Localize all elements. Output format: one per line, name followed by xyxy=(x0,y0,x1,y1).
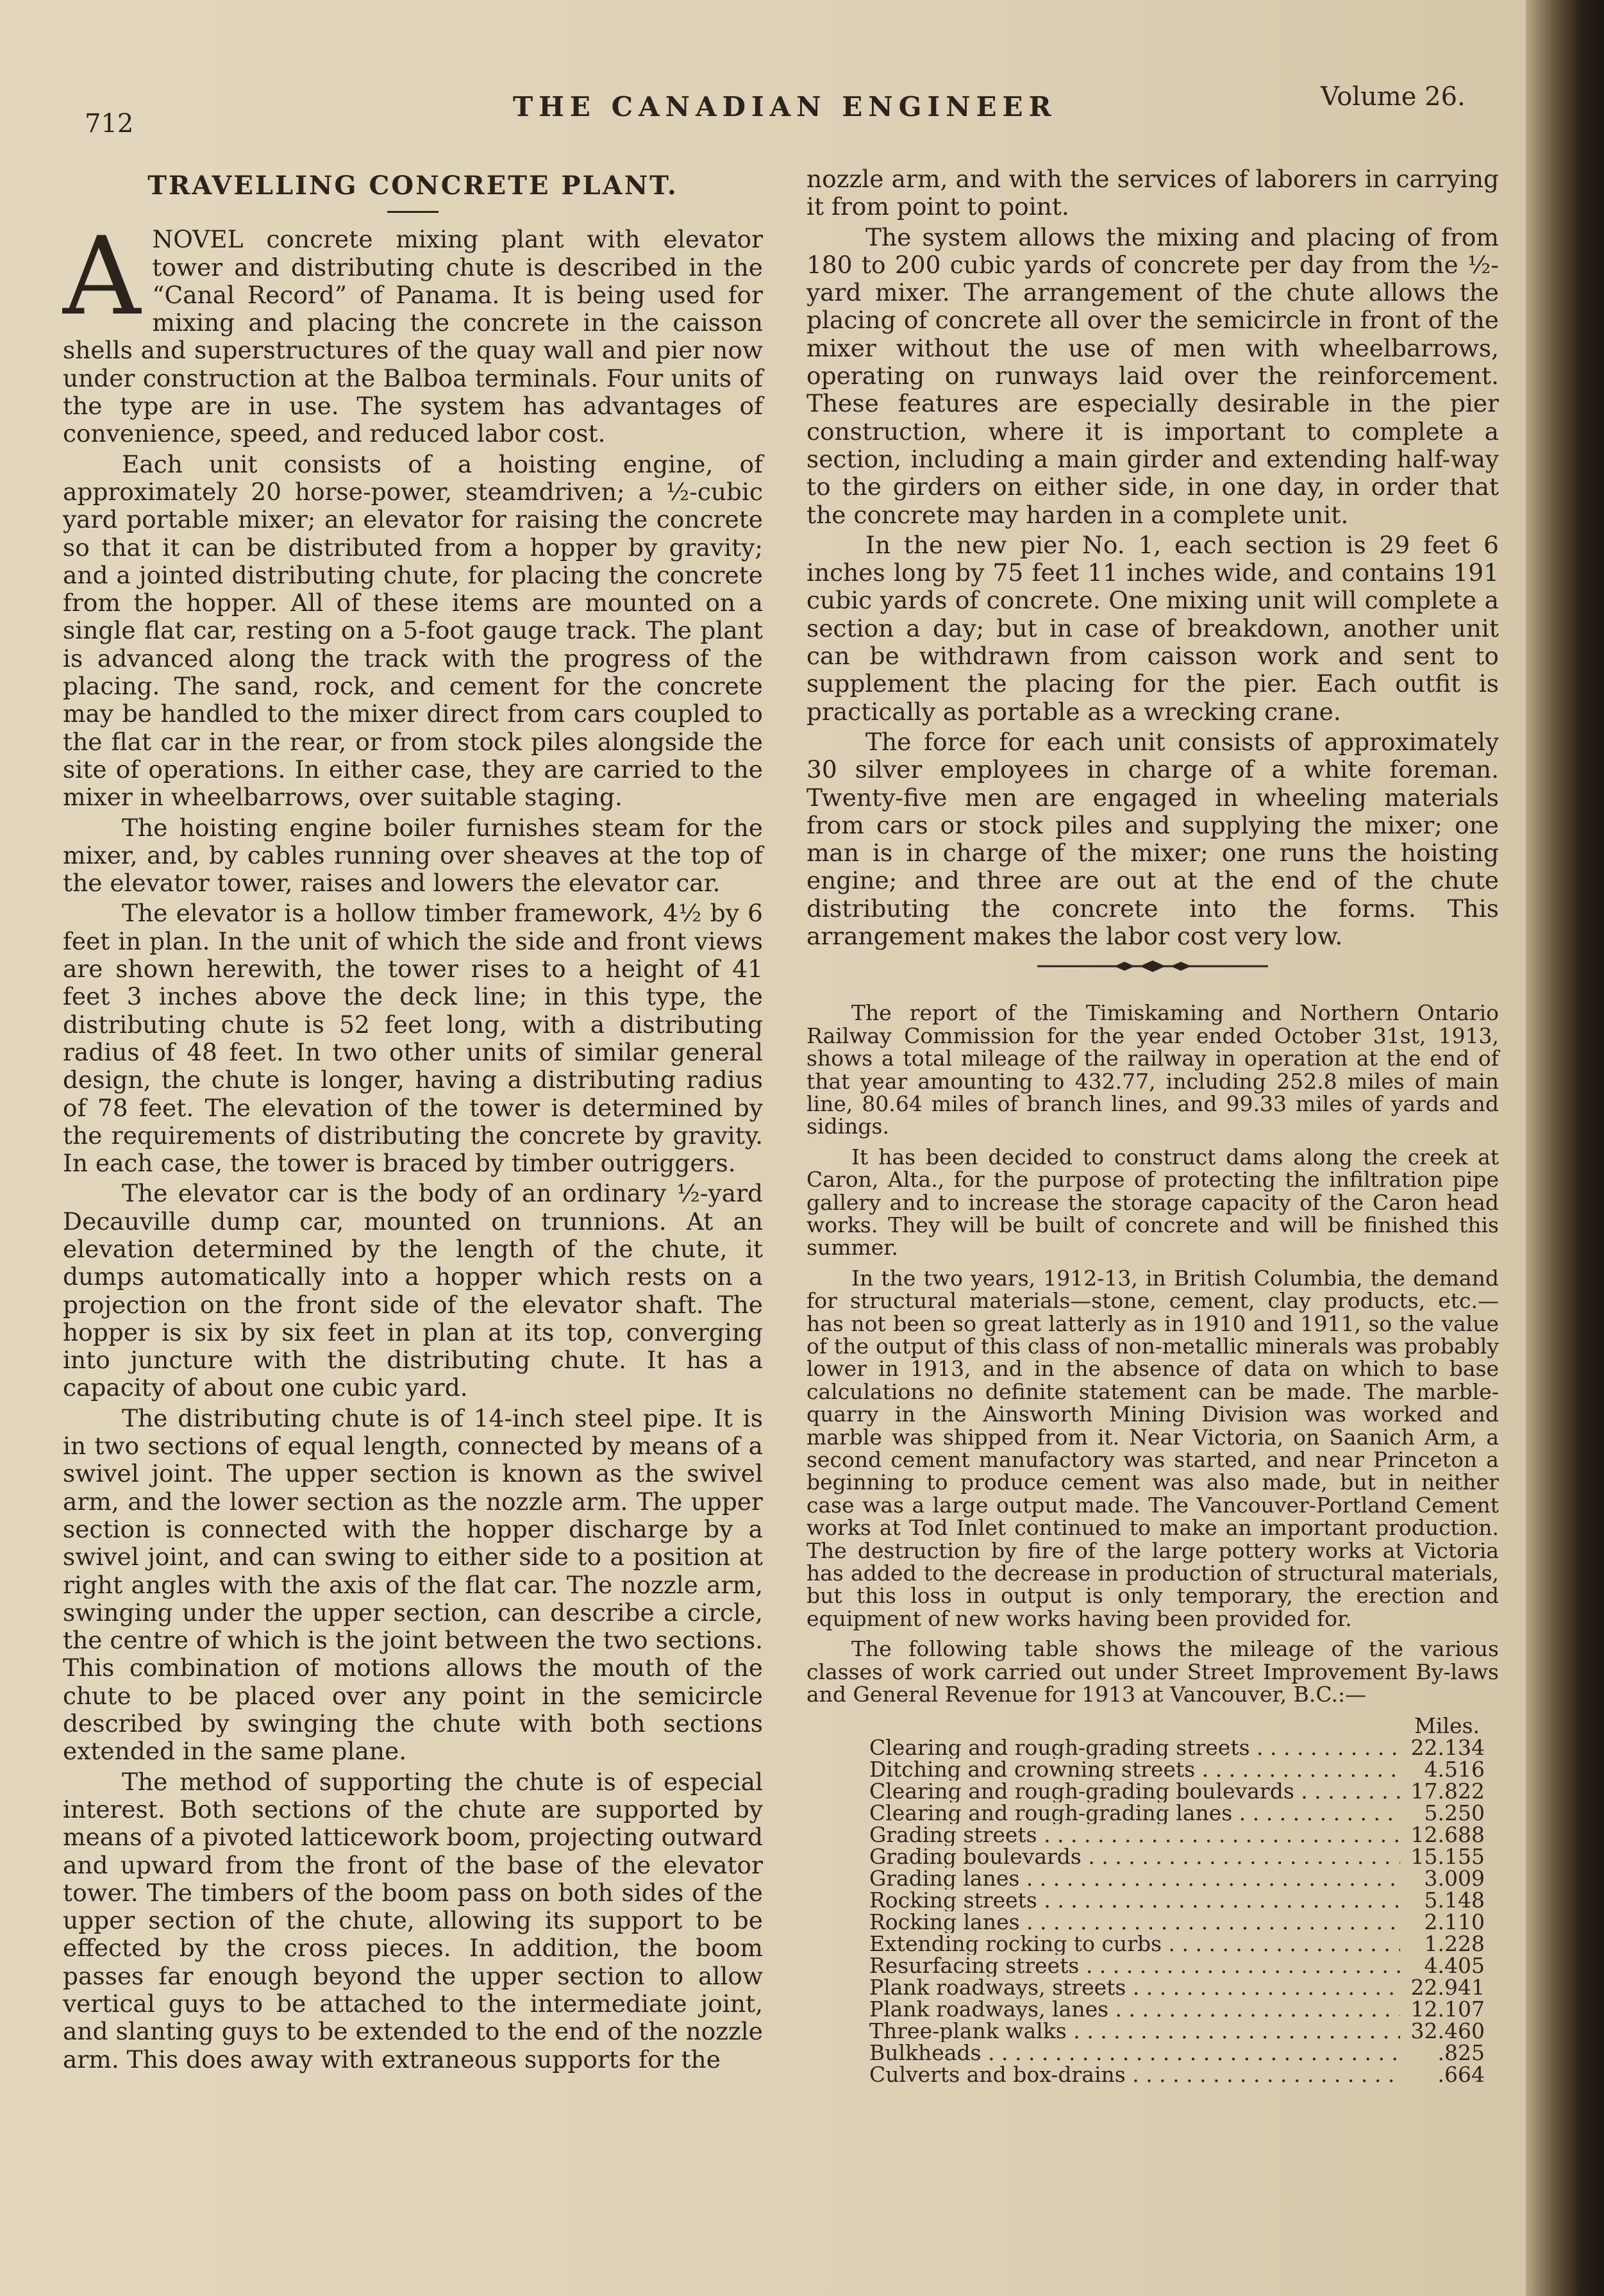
mileage-row xyxy=(869,1974,1485,2000)
article-paragraph: Each unit consists of a hoisting engine, of approximately 20 horse-power, steamdriven; a ½-cubic yard portable mixer; an elevator for raising the concrete so that it can be distributed from a hopper by gravity; and a jointed distributing chute, for placing the concrete from the hopper. All of these items are mounted on a single flat car, resting on a 5-foot gauge track. The plant is advanced along the track with the progress of the placing. The sand, rock, and cement for the concrete may be handled to the mixer direct from cars coupled to the flat car in the rear, or from stock piles alongside the site of operations. In either case, they are carried to the mixer in wheelbarrows, over suitable staging. xyxy=(63,449,763,812)
mileage-value: 12.107 xyxy=(1410,1996,1485,2022)
mileage-class: Three-plank walks . . . xyxy=(869,2020,1400,2042)
article-title: TRAVELLING CONCRETE PLANT. xyxy=(147,171,678,201)
mileage-value: 17.822 xyxy=(1410,1778,1485,1804)
mileage-class: Grading streets . . . xyxy=(869,1824,1400,1846)
mileage-class: Culverts and box-drains . . . xyxy=(869,2064,1400,2086)
book-spine-edge xyxy=(1526,0,1604,2296)
mileage-class: Grading lanes . . . xyxy=(869,1868,1400,1890)
mileage-row xyxy=(869,1756,1485,1782)
mileage-class: Rocking streets . . . xyxy=(869,1890,1400,1911)
mileage-table xyxy=(869,1715,1485,2086)
mileage-row xyxy=(869,1802,1485,1824)
mileage-class: Rocking lanes . . . xyxy=(869,1911,1400,1933)
mileage-value: 4.405 xyxy=(1424,1952,1485,1978)
article-paragraph: The distributing chute is of 14-inch steel pipe. It is in two sections of equal length, connected by means of a swivel joint. The upper section is known as the swivel arm, and the lower section as the nozzle arm. The upper section is connected with the hopper discharge by a swivel joint, and can swing to either side to a position at right angles with the axis of the flat car. The nozzle arm, swinging under the upper section, can describe a circle, the centre of which is the joint between the two sections. This combination of motions allows the mouth of the chute to be placed over any point in the semicircle described by swinging the chute with both sections extended in the same plane. xyxy=(63,1404,763,1766)
news-note: It has been decided to construct dams along the creek at Caron, Alta., for the purpose of protecting the infiltration pipe gallery and to increase the storage capacity of the Caron head works. They will be built of concrete and will be finished this summer. xyxy=(806,1144,1499,1261)
mileage-row xyxy=(869,1865,1485,1891)
page-header xyxy=(0,76,1526,138)
mileage-value: 22.941 xyxy=(1410,1974,1485,2000)
mileage-rows xyxy=(869,1734,1485,2087)
mileage-class: Ditching and crowning streets . . . xyxy=(869,1759,1400,1781)
mileage-value: .664 xyxy=(1437,2061,1485,2087)
title-rule xyxy=(387,211,439,213)
mileage-value: 2.110 xyxy=(1424,1909,1485,1934)
page-number: 712 xyxy=(85,109,134,138)
news-note: In the two years, 1912-13, in British Columbia, the demand for structural materials—stone, cement, clay products, etc.—has not been so great latterly as in 1910 and 1911, so the value of the output of this class of non-metallic minerals was probably lower in 1913, and in the absence of data on which to base calculations no definite statement can be made. The marble-quarry in the Ainsworth Mining Division was worked and marble was shipped from it. Near Victoria, on Saanich Arm, a second cement manufactory was started, and near Princeton a beginning to produce cement was also made, but in neither case was a large output made. The Vancouver-Portland Cement works at Tod Inlet continued to make an important production. The destruction by fire of the large pottery works at Victoria has added to the decrease in production of structural materials, but this loss in output is only temporary, the erection and equipment of new works having been provided for. xyxy=(806,1265,1499,1631)
article-paragraph: The elevator is a hollow timber framework, 4½ by 6 feet in plan. In the unit of which the side and front views are shown herewith, the tower rises to a height of 41 feet 3 inches above the deck line; in this type, the distributing chute is 52 feet long, with a distributing radius of 48 feet. In two other units of similar general design, the chute is longer, having a distributing radius of 78 feet. The elevation of the tower is determined by the requirements of distributing the concrete by gravity. In each case, the tower is braced by timber outriggers. xyxy=(63,899,763,1178)
news-note: The report of the Timiskaming and Northern Ontario Railway Commission for the year ended October 31st, 1913, shows a total mileage of the railway in operation at the end of that year amounting to 432.77, including 252.8 miles of main line, 80.64 miles of branch lines, and 99.33 miles of yards and sidings. xyxy=(806,1000,1499,1139)
mileage-class: Clearing and rough-grading lanes . . . xyxy=(869,1802,1400,1824)
mileage-value: 1.228 xyxy=(1424,1931,1485,1956)
article-paragraph: In the new pier No. 1, each section is 29 feet 6 inches long by 75 feet 11 inches wide, and contains 191 cubic yards of concrete. One mixing unit will complete a section a day; but in case of breakdown, another unit can be withdrawn from caisson work and sent to supplement the placing for the pier. Each outfit is practically as portable as a wrecking crane. xyxy=(806,530,1499,726)
ornament-divider xyxy=(1037,959,1268,973)
mileage-class: Plank roadways, streets . . . xyxy=(869,1977,1400,1999)
mileage-unit-header: Miles. xyxy=(1414,1713,1480,1738)
mileage-row xyxy=(869,1734,1485,1760)
mileage-class: Bulkheads . . . xyxy=(869,2042,1400,2064)
article-paragraph: The method of supporting the chute is of especial interest. Both sections of the chute are supported by means of a pivoted latticework boom, projecting outward and upward from the front of the base of the elevator tower. The timbers of the boom pass on both sides of the upper section of the chute, allowing its support to be effected by the cross pieces. In addition, the boom passes far enough beyond the upper section to allow vertical guys to be attached to the intermediate joint, and slanting guys to be extended to the end of the nozzle arm. This does away with extraneous supports for the xyxy=(63,1767,763,2074)
article-paragraph: ANOVEL concrete mixing plant with elevator tower and distributing chute is described in the “Canal Record” of Panama. It is being used for mixing and placing the concrete in the caisson shells and superstructures of the quay wall and pier now under construction at the Balboa terminals. Four units of the type are in use. The system has advantages of convenience, speed, and reduced labor cost. xyxy=(63,214,763,448)
article-paragraph: The hoisting engine boiler furnishes steam for the mixer, and, by cables running over sheaves at the top of the elevator tower, raises and lowers the elevator car. xyxy=(63,813,763,898)
mileage-row xyxy=(869,1778,1485,1804)
mileage-value: 4.516 xyxy=(1424,1756,1485,1782)
news-note: The following table shows the mileage of the various classes of work carried out under Street Improvement By-laws and General Revenue for 1913 at Vancouver, B.C.:— xyxy=(806,1636,1499,1707)
mileage-row xyxy=(869,1911,1485,1933)
article-paragraph: The system allows the mixing and placing of from 180 to 200 cubic yards of concrete per day from the ½-yard mixer. The arrangement of the chute allows the placing of concrete all over the semicircle in front of the mixer without the use of men with wheelbarrows, operating on runways laid over the reinforcement. These features are especially desirable in the pier construction, where it is important to complete a section, including a main girder and extending half-way to the girders on either side, in one day, in order that the concrete may harden in a complete unit. xyxy=(806,222,1499,529)
mileage-row xyxy=(869,2042,1485,2064)
left-column xyxy=(63,165,763,2076)
mileage-value: 3.009 xyxy=(1424,1865,1485,1891)
mileage-value: 12.688 xyxy=(1410,1822,1485,1847)
mileage-class: Clearing and rough-grading boulevards . . . xyxy=(869,1781,1400,1802)
mileage-row xyxy=(869,1887,1485,1913)
mileage-value: 5.250 xyxy=(1424,1800,1485,1825)
mileage-class: Grading boulevards . . . xyxy=(869,1846,1400,1868)
mileage-value: 5.148 xyxy=(1424,1887,1485,1913)
volume-label: Volume 26. xyxy=(1321,82,1466,112)
article-paragraph: The force for each unit consists of approximately 30 silver employees in charge of a white foreman. Twenty-five men are engaged in wheeling materials from cars or stock piles and supplying the mixer; one man is in charge of the mixer; one runs the hoisting engine; and three are out at the end of the chute distributing the concrete into the forms. This arrangement makes the labor cost very low. xyxy=(806,727,1499,951)
article-paragraph: The elevator car is the body of an ordinary ½-yard Decauville dump car, mounted on trunnions. At an elevation determined by the length of the chute, it dumps automatically into a hopper which rests on a projection on the front side of the elevator shaft. The hopper is six by six feet in plan at its top, converging into juncture with the distributing chute. It has a capacity of about one cubic yard. xyxy=(63,1179,763,1402)
mileage-class: Plank roadways, lanes . . . xyxy=(869,1999,1400,2020)
mileage-row xyxy=(869,1952,1485,1978)
mileage-row xyxy=(869,1824,1485,1846)
article-paragraph: nozzle arm, and with the services of laborers in carrying it from point to point. xyxy=(806,165,1499,221)
mileage-row xyxy=(869,1843,1485,1869)
mileage-row xyxy=(869,2061,1485,2087)
news-notes xyxy=(806,1001,1499,1705)
mileage-value: 32.460 xyxy=(1410,2018,1485,2043)
mileage-row xyxy=(869,1933,1485,1955)
drop-cap: A xyxy=(63,214,141,340)
mileage-row xyxy=(869,1996,1485,2022)
mileage-class: Clearing and rough-grading streets . . . xyxy=(869,1737,1400,1759)
mileage-class: Extending rocking to curbs . . . xyxy=(869,1933,1400,1955)
running-head: THE CANADIAN ENGINEER xyxy=(513,91,1057,122)
mileage-value: 15.155 xyxy=(1410,1843,1485,1869)
mileage-value: 22.134 xyxy=(1410,1734,1485,1760)
mileage-class: Resurfacing streets . . . xyxy=(869,1955,1400,1977)
mileage-value: .825 xyxy=(1437,2040,1485,2065)
mileage-row xyxy=(869,2020,1485,2042)
right-column xyxy=(806,165,1499,2086)
